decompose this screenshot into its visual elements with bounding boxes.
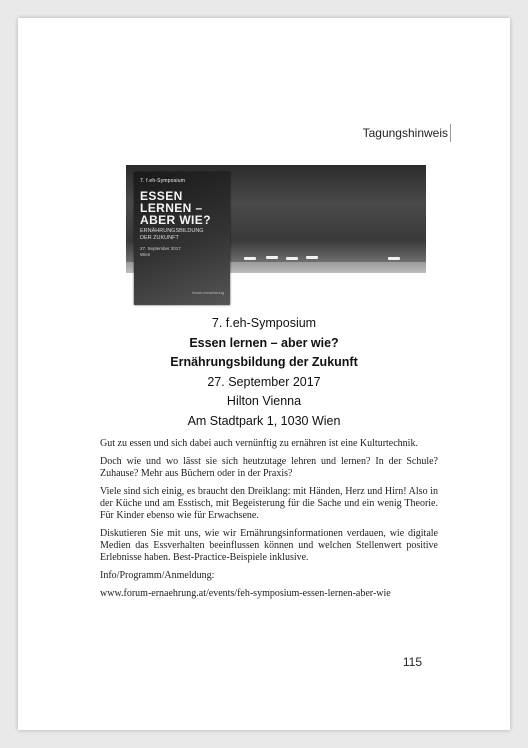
body-text [100,438,438,606]
event-date: 27. September 2017 [207,374,321,389]
poster-title [140,190,211,226]
info-label: Info/Programm/Anmeldung: [100,570,215,581]
symposium-poster [134,172,230,305]
poster-date [140,246,181,258]
body-paragraph: Doch wie und wo lässt sie sich heutzutage lehren und lernen? In der Schule? Zuhause? Mehr aus Büchern oder in der Praxis? [100,456,438,479]
chalk-piece [306,256,318,259]
chalk-piece [266,256,278,259]
poster-date-line: 27. September 2017 [140,246,181,251]
event-venue: Hilton Vienna [226,394,302,408]
event-subtitle: Ernährungsbildung der Zukunft [170,355,358,369]
symposium-name: 7. f.eh-Symposium [211,316,317,330]
info-url: www.forum-ernaehrung.at/events/feh-symposium-essen-lernen-aber-wie [100,588,391,599]
poster-subtitle-line: DER ZUKUNFT [140,234,179,241]
chalk-piece [244,257,256,260]
poster-date-line: Wien [140,252,151,257]
event-title: Essen lernen – aber wie? [189,335,339,350]
event-details [78,314,450,431]
poster-title-line: ESSEN [140,189,183,203]
body-paragraph: Diskutieren Sie mit uns, wie wir Ernährungsinformationen verdauen, wie digitale Medien das Essverhalten beeinflussen können und welchen Stellenwert positive Erlebnisse haben. Best-Practice-Beispiele inklusive. [100,528,438,563]
chalk-piece [388,257,400,260]
poster-subtitle [140,228,204,241]
document-page [18,18,510,730]
poster-subtitle-line: ERNÄHRUNGSBILDUNG [140,228,204,234]
page-number: 115 [402,655,422,669]
chalk-piece [286,257,298,260]
body-paragraph: Viele sind sich einig, es braucht den Dreiklang: mit Händen, Herz und Hirn! Also in der Küche und am Esstisch, mit Begeisterung für die Sache und ein wenig Theorie. Für Kinder ebenso wie für Erwachsene. [100,486,438,521]
poster-title-line: ABER WIE? [140,213,211,227]
section-label: Tagungshinweis [362,126,448,140]
event-address: Am Stadtpark 1, 1030 Wien [187,413,341,428]
poster-top-line: 7. f.eh-Symposium [140,178,186,184]
poster-title-line: LERNEN – [140,201,203,215]
poster-footer: forum.ernaehrung [192,290,224,295]
body-paragraph: Gut zu essen und sich dabei auch vernünftig zu ernähren ist eine Kulturtechnik. [100,438,418,449]
header-rule [450,124,451,142]
